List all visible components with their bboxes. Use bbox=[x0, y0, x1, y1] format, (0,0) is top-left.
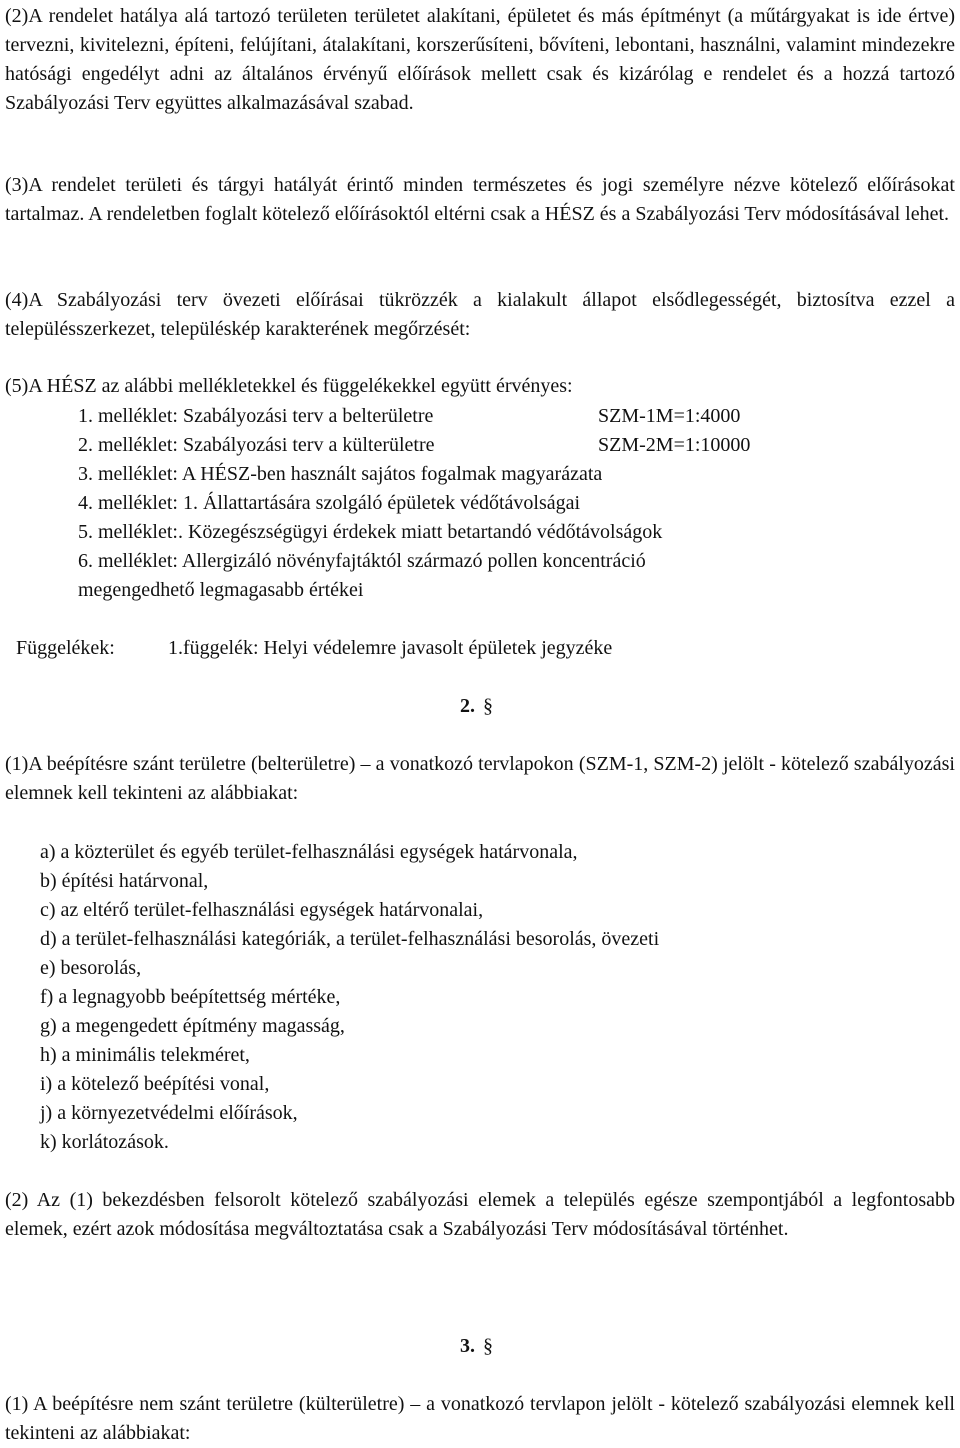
annex-label: 1. melléklet: Szabályozási terv a belterületre bbox=[78, 405, 434, 427]
annex-item: 4. melléklet: 1. Állattartására szolgáló épületek védőtávolságai bbox=[78, 492, 581, 514]
annex-item bbox=[78, 431, 938, 460]
annex-scale: SZM-2M=1:10000 bbox=[598, 434, 751, 456]
section-symbol: § bbox=[483, 695, 493, 717]
paragraph-5-intro: (5)A HÉSZ az alábbi mellékletekkel és függelékekkel együtt érvényes: bbox=[5, 375, 573, 397]
list-item: h) a minimális telekméret, bbox=[40, 1044, 250, 1066]
appendix-label: Függelékek: bbox=[16, 637, 115, 659]
list-item: k) korlátozások. bbox=[40, 1131, 169, 1153]
annex-item: 5. melléklet:. Közegészségügyi érdekek miatt betartandó védőtávolságok bbox=[78, 521, 663, 543]
annex-label: 2. melléklet: Szabályozási terv a külterületre bbox=[78, 434, 435, 456]
paragraph-3: (3)A rendelet területi és tárgyi hatályát érintő minden természetes és jogi személyre nézve kötelező előírásokat tartalmaz. A rendeletben foglalt kötelező előírásoktól eltérni csak a HÉSZ és a Szabályozási Terv módosításával lehet. bbox=[5, 174, 955, 225]
annex-item bbox=[78, 402, 938, 431]
list-item: j) a környezetvédelmi előírások, bbox=[40, 1102, 298, 1124]
section-symbol: § bbox=[483, 1335, 493, 1357]
paragraph-2: (2)A rendelet hatálya alá tartozó területen területet alakítani, épületet és más építményt (a műtárgyakat is ide értve) tervezni, kivitelezni, építeni, felújítani, átalakítani, korszerűsíteni, bővíteni, lebontani, használni, valamint mindezekre hatósági engedélyt adni az általános érvényű előírások mellett csak és kizárólag e rendelet és a hozzá tartozó Szabályozási Terv együttes alkalmazásával szabad. bbox=[5, 5, 955, 114]
section-3-heading bbox=[460, 1332, 493, 1361]
annex-item: 6. melléklet: Allergizáló növényfajtáktól származó pollen koncentráció bbox=[78, 550, 646, 572]
annex-item: 3. melléklet: A HÉSZ-ben használt sajátos fogalmak magyarázata bbox=[78, 463, 603, 485]
list-item: i) a kötelező beépítési vonal, bbox=[40, 1073, 270, 1095]
list-item: b) építési határvonal, bbox=[40, 870, 209, 892]
section-3-paragraph-1: (1) A beépítésre nem szánt területre (külterületre) – a vonatkozó tervlapon jelölt - kötelező szabályozási elemnek kell tekinteni az alábbiakat: bbox=[5, 1393, 955, 1444]
paragraph-4: (4)A Szabályozási terv övezeti előírásai tükrözzék a kialakult állapot elsődlegességét, biztosítva ezzel a településszerkezet, településkép karakterének megőrzését: bbox=[5, 289, 955, 340]
appendix-item: 1.függelék: Helyi védelemre javasolt épületek jegyzéke bbox=[168, 637, 613, 659]
section-2-paragraph-1: (1)A beépítésre szánt területre (belterületre) – a vonatkozó tervlapokon (SZM-1, SZM-2) jelölt - kötelező szabályozási elemnek kell tekinteni az alábbiakat: bbox=[5, 753, 955, 804]
annex-scale: SZM-1M=1:4000 bbox=[598, 405, 741, 427]
list-item: f) a legnagyobb beépítettség mértéke, bbox=[40, 986, 341, 1008]
list-item: d) a terület-felhasználási kategóriák, a terület-felhasználási besorolás, övezeti bbox=[40, 928, 660, 950]
section-2-heading bbox=[460, 692, 493, 721]
annex-item-continuation: megengedhető legmagasabb értékei bbox=[78, 579, 364, 601]
section-number: 3. bbox=[460, 1335, 475, 1357]
list-item: g) a megengedett építmény magasság, bbox=[40, 1015, 345, 1037]
list-item: a) a közterület és egyéb terület-felhasználási egységek határvonala, bbox=[40, 841, 578, 863]
list-item: c) az eltérő terület-felhasználási egységek határvonalai, bbox=[40, 899, 484, 921]
list-item: e) besorolás, bbox=[40, 957, 142, 979]
section-number: 2. bbox=[460, 695, 475, 717]
section-2-paragraph-2: (2) Az (1) bekezdésben felsorolt kötelező szabályozási elemek a település egésze szempontjából a legfontosabb elemek, ezért azok módosítása megváltoztatása csak a Szabályozási Terv módosításával történhet. bbox=[5, 1189, 955, 1240]
